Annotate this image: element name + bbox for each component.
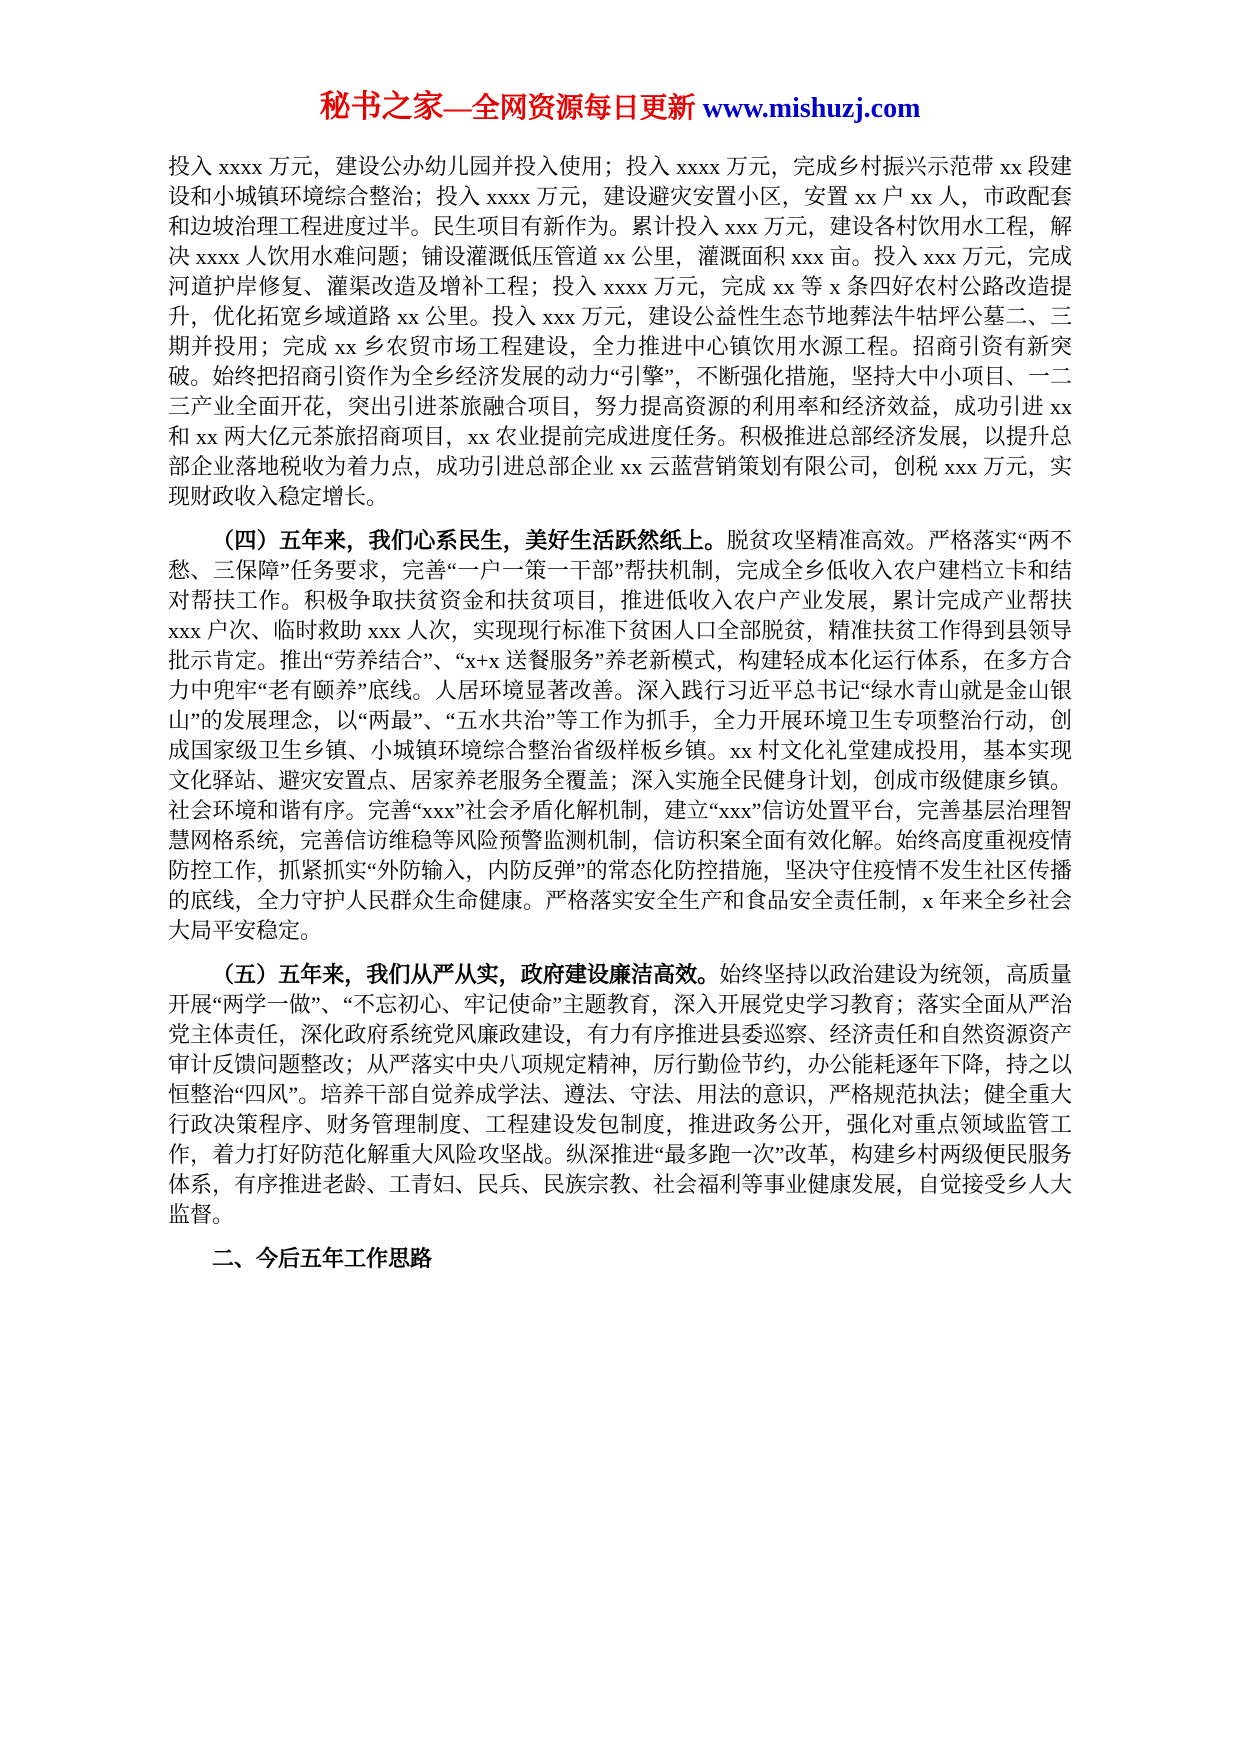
paragraph-section-5 (168, 960, 1072, 1230)
paragraph-text: 投入 xxxx 万元，建设公办幼儿园并投入使用；投入 xxxx 万元，完成乡村振兴示范带 xx 段建设和小城镇环境综合整治；投入 xxxx 万元，建设避灾安置小区，安置 xx 户 xx 人，市政配套和边坡治理工程进度过半。民生项目有新作为。累计投入 xxx 万元，建设各村饮用水工程，解决 xxxx 人饮用水难问题；铺设灌溉低压管道 xx 公里，灌溉面积 xxx 亩。投入 xxx 万元，完成河道护岸修复、灌渠改造及增补工程；投入 xxxx 万元，完成 xx 等 x 条四好农村公路改造提升，优化拓宽乡域道路 xx 公里。投入 xxx 万元，建设公益性生态节地葬法牛牯坪公墓二、三期并投用；完成 xx 乡农贸市场工程建设，全力推进中心镇饮用水源工程。招商引资有新突破。始终把招商引资作为全乡经济发展的动力“引擎”，不断强化措施，坚持大中小项目、一二三产业全面开花，突出引进茶旅融合项目，努力提高资源的利用率和经济效益，成功引进 xx 和 xx 两大亿元茶旅招商项目，xx 农业提前完成进度任务。积极推进总部经济发展，以提升总部企业落地税收为着力点，成功引进总部企业 xx 云蓝营销策划有限公司，创税 xxx 万元，实现财政收入稳定增长。 (168, 154, 1072, 509)
site-url-link[interactable]: www.mishuzj.com (702, 93, 921, 124)
paragraph-text: 始终坚持以政治建设为统领，高质量开展“两学一做”、“不忘初心、牢记使命”主题教育，深入开展党史学习教育；落实全面从严治党主体责任，深化政府系统党风廉政建设，有力有序推进县委巡察、经济责任和自然资源资产审计反馈问题整改；从严落实中央八项规定精神，厉行勤俭节约，办公能耗逐年下降，持之以恒整治“四风”。培养干部自觉养成学法、遵法、守法、用法的意识，严格规范执法；健全重大行政决策程序、财务管理制度、工程建设发包制度，推进政务公开，强化对重点领域监管工作，着力打好防范化解重大风险攻坚战。纵深推进“最多跑一次”改革，构建乡村两级便民服务体系，有序推进老龄、工青妇、民兵、民族宗教、社会福利等事业健康发展，自觉接受乡人大监督。 (168, 962, 1072, 1227)
paragraph-text: 脱贫攻坚精准高效。严格落实“两不愁、三保障”任务要求，完善“一户一策一干部”帮扶机制，完成全乡低收入农户建档立卡和结对帮扶工作。积极争取扶贫资金和扶贫项目，推进低收入农户产业发展，累计完成产业帮扶 xxx 户次、临时救助 xxx 人次，实现现行标准下贫困人口全部脱贫，精准扶贫工作得到县领导批示肯定。推出“劳养结合”、“x+x 送餐服务”养老新模式，构建轻成本化运行体系，在多方合力中兜牢“老有颐养”底线。人居环境显著改善。深入践行习近平总书记“绿水青山就是金山银山”的发展理念，以“两最”、“五水共治”等工作为抓手，全力开展环境卫生专项整治行动，创成国家级卫生乡镇、小城镇环境综合整治省级样板乡镇。xx 村文化礼堂建成投用，基本实现文化驿站、避灾安置点、居家养老服务全覆盖；深入实施全民健身计划，创成市级健康乡镇。社会环境和谐有序。完善“xxx”社会矛盾化解机制，建立“xxx”信访处置平台，完善基层治理智慧网格系统，完善信访维稳等风险预警监测机制，信访积案全面有效化解。始终高度重视疫情防控工作，抓紧抓实“外防输入，内防反弹”的常态化防控措施，坚决守住疫情不发生社区传播的底线，全力守护人民群众生命健康。严格落实安全生产和食品安全责任制，x 年来全乡社会大局平安稳定。 (168, 528, 1072, 943)
section-4-lead: （四）五年来，我们心系民生，美好生活跃然纸上。 (212, 528, 727, 553)
site-header (168, 88, 1072, 132)
section-heading (168, 1244, 1072, 1274)
section-heading-text: 二、今后五年工作思路 (212, 1246, 433, 1271)
site-name: 秘书之家 (319, 89, 444, 124)
document-body (168, 152, 1072, 1274)
paragraph-continuation (168, 152, 1072, 512)
section-5-lead: （五）五年来，我们从严从实，政府建设廉洁高效。 (212, 962, 720, 987)
site-tagline: —全网资源每日更新 (443, 93, 703, 124)
paragraph-section-4 (168, 526, 1072, 946)
